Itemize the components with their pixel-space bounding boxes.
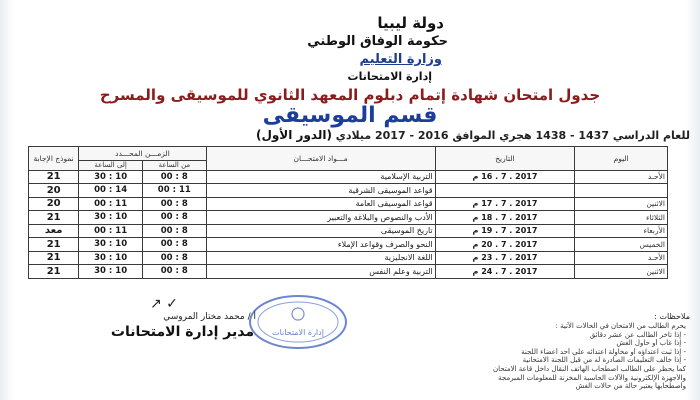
notes-list	[406, 322, 686, 391]
day-cell: الاثنين	[575, 197, 668, 211]
day-cell: الخميس	[575, 238, 668, 252]
time-to-cell: 11 : 00	[79, 224, 143, 238]
table-row	[29, 224, 668, 238]
note-line: واصطحابها يعتبر حالة من حالات الغش	[575, 382, 686, 391]
model-cell: 21	[29, 170, 79, 184]
time-from-cell: 8 : 00	[142, 238, 206, 252]
header-day: اليوم	[575, 147, 668, 171]
time-to-cell: 10 : 30	[79, 211, 143, 225]
academic-year: للعام الدراسي 1437 - 1438 هجري الموافق 2016 - 2017 ميلادي	[335, 129, 690, 142]
model-cell: 21	[29, 265, 79, 279]
notes-title: ملاحظات :	[654, 312, 690, 321]
time-to-cell: 10 : 30	[79, 238, 143, 252]
subject-cell: قواعد الموسيقى الشرقية	[206, 184, 435, 198]
subject-cell: الأدب والنصوص والبلاغة والتعبير	[206, 211, 435, 225]
section-title: قسم الموسيقى	[262, 103, 438, 128]
scan-edge-left	[0, 0, 14, 400]
header-from: من الساعة	[142, 160, 206, 170]
day-cell: الأحـد	[575, 251, 668, 265]
table-row	[29, 211, 668, 225]
note-line: يحرم الطالب من الامتحان في الحالات الآتية :	[555, 322, 686, 330]
model-cell: 20	[29, 184, 79, 198]
time-to-cell: 11 : 00	[79, 197, 143, 211]
day-cell	[575, 184, 668, 198]
exam-round: (الدور الأول)	[255, 128, 332, 142]
subject-cell: التربية الإسلامية	[206, 170, 435, 184]
time-from-cell: 8 : 00	[142, 265, 206, 279]
header-time: الزمـــن المحـــدد	[79, 147, 206, 161]
scan-edge-right	[686, 0, 700, 400]
date-cell: 2017 . 7 . 19 م	[435, 224, 575, 238]
date-cell: 2017 . 7 . 16 م	[435, 170, 575, 184]
model-cell: معد	[29, 224, 79, 238]
date-cell: 2017 . 7 . 20 م	[435, 238, 575, 252]
model-cell: 20	[29, 197, 79, 211]
subject-cell: التربية وعلم النفس	[206, 265, 435, 279]
note-line: - إذا غاب أو حاول الغش	[616, 339, 686, 348]
day-cell: الأحـد	[575, 170, 668, 184]
stamp-text: إدارة الامتحانات	[272, 328, 324, 337]
date-cell: 2017 . 7 . 17 م	[435, 197, 575, 211]
exam-schedule-table	[28, 146, 668, 279]
note-line: - إذا ثبت اعتداؤه أو محاولة اعتدائه على أحد أعضاء اللجنة	[521, 347, 686, 356]
department-name: إدارة الامتحانات	[347, 70, 432, 83]
state-name: دولة ليبيا	[377, 14, 444, 32]
time-to-cell: 10 : 30	[79, 265, 143, 279]
time-to-cell: 10 : 30	[79, 251, 143, 265]
table-row	[29, 238, 668, 252]
ministry-name: وزارة التعليم	[359, 52, 442, 67]
header-subject: مـــواد الامتحـــان	[206, 147, 435, 171]
time-to-cell: 10 : 30	[79, 170, 143, 184]
date-cell: 2017 . 7 . 18 م	[435, 211, 575, 225]
schedule-title: جدول امتحان شهادة إتمام دبلوم المعهد الثانوي للموسيقى والمسرح	[99, 86, 601, 104]
government-name: حكومة الوفاق الوطني	[307, 34, 448, 49]
header-to: إلى الساعة	[79, 160, 143, 170]
time-from-cell: 8 : 00	[142, 197, 206, 211]
note-line: - إذا خالف التعليمات الصادرة له من قبل اللجنة الامتحانية	[522, 356, 686, 365]
day-cell: الاثنين	[575, 265, 668, 279]
note-line: والأجهزة الإلكترونية والآلات الحاسبة المخزنة للمعلومات المبرمجة	[498, 373, 686, 382]
model-cell: 21	[29, 238, 79, 252]
table-row	[29, 265, 668, 279]
table-row	[29, 197, 668, 211]
date-cell: 2017 . 7 . 23 م	[435, 251, 575, 265]
note-line: - إذا تأخر الطالب عن عشر دقائق	[589, 330, 686, 339]
day-cell: الأربعاء	[575, 224, 668, 238]
note-line: كما يحظر على الطالب اصطحاب الهاتف النقال داخل قاعة الامتحان	[492, 364, 686, 373]
date-cell	[435, 184, 575, 198]
day-cell: الثلاثاء	[575, 211, 668, 225]
model-cell: 21	[29, 211, 79, 225]
official-stamp	[246, 292, 350, 352]
header-model: نموذج الإجابة	[29, 147, 79, 171]
header-date: التاريخ	[435, 147, 575, 171]
subject-cell: النحو والصرف وقواعد الإملاء	[206, 238, 435, 252]
model-cell: 21	[29, 251, 79, 265]
date-cell: 2017 . 7 . 24 م	[435, 265, 575, 279]
subject-cell: تاريخ الموسيقى	[206, 224, 435, 238]
time-from-cell: 8 : 00	[142, 224, 206, 238]
time-from-cell: 8 : 00	[142, 211, 206, 225]
signer-name: أ / محمد مختار المروسي	[163, 312, 256, 322]
table-row	[29, 251, 668, 265]
time-from-cell: 11 : 00	[142, 184, 206, 198]
academic-year-line	[150, 128, 690, 142]
subject-cell: اللغة الانجليزية	[206, 251, 435, 265]
signature-mark: ↗ ✓	[150, 296, 178, 312]
time-from-cell: 8 : 00	[142, 170, 206, 184]
table-row	[29, 184, 668, 198]
signer-title: مدير إدارة الامتحانات	[110, 324, 254, 340]
table-row	[29, 170, 668, 184]
time-to-cell: 14 : 00	[79, 184, 143, 198]
time-from-cell: 8 : 00	[142, 251, 206, 265]
subject-cell: قواعد الموسيقى العامة	[206, 197, 435, 211]
